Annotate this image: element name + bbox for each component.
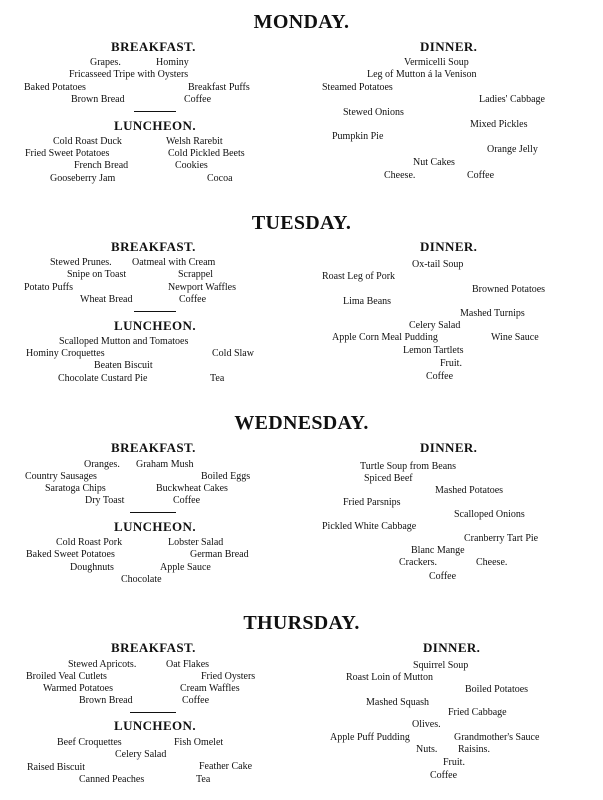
menu-item: Tea: [210, 373, 225, 384]
menu-item: Dry Toast: [85, 495, 125, 506]
menu-item: Lemon Tartlets: [403, 345, 464, 356]
menu-item: Buckwheat Cakes: [156, 483, 228, 494]
menu-item: Doughnuts: [70, 562, 114, 573]
menu-item: Chocolate Custard Pie: [58, 373, 148, 384]
menu-item: Stewed Onions: [343, 107, 404, 118]
menu-item: Brown Bread: [71, 94, 125, 105]
menu-item: Coffee: [173, 495, 201, 506]
menu-item: Cold Pickled Beets: [168, 148, 245, 159]
separator-rule: [134, 111, 176, 112]
menu-item: Fruit.: [440, 358, 462, 369]
menu-item: Cream Waffles: [180, 683, 240, 694]
menu-item: Boiled Potatoes: [465, 684, 529, 695]
menu-item: Mixed Pickles: [470, 119, 528, 130]
breakfast-heading: BREAKFAST.: [111, 39, 196, 54]
menu-item: Crackers.: [399, 557, 438, 568]
menu-item: Cheese.: [384, 170, 416, 181]
menu-item: Cocoa: [207, 173, 233, 184]
menu-item: Nut Cakes: [413, 157, 455, 168]
menu-item: Brown Bread: [79, 695, 133, 706]
menu-item: Chocolate: [121, 574, 162, 585]
menu-item: Coffee: [184, 94, 212, 105]
menu-item: German Bread: [190, 549, 249, 560]
menu-item: Hominy: [156, 57, 189, 68]
menu-item: Coffee: [179, 294, 207, 305]
menu-item: Fried Parsnips: [343, 497, 401, 508]
menu-item: Fruit.: [443, 757, 465, 768]
menu-item: Pickled White Cabbage: [322, 521, 417, 532]
menu-item: Pumpkin Pie: [332, 131, 384, 142]
menu-item: Saratoga Chips: [45, 483, 106, 494]
menu-item: Coffee: [182, 695, 210, 706]
menu-item: Olives.: [412, 719, 441, 730]
menu-item: Roast Loin of Mutton: [346, 672, 433, 683]
menu-item: Fricasseed Tripe with Oysters: [69, 69, 189, 80]
menu-item: Raised Biscuit: [27, 762, 86, 773]
menu-item: Graham Mush: [136, 459, 194, 470]
menu-item: Scalloped Onions: [454, 509, 525, 520]
dinner-heading: DINNER.: [420, 239, 478, 254]
menu-item: Cold Slaw: [212, 348, 254, 359]
menu-item: Welsh Rarebit: [166, 136, 223, 147]
menu-item: Grapes.: [90, 57, 121, 68]
menu-item: Baked Potatoes: [24, 82, 86, 93]
breakfast-heading: BREAKFAST.: [111, 640, 196, 655]
menu-item: Cold Roast Duck: [53, 136, 122, 147]
menu-item: Broiled Veal Cutlets: [26, 671, 107, 682]
luncheon-heading: LUNCHEON.: [114, 718, 196, 733]
menu-item: Mashed Squash: [366, 697, 430, 708]
day-title: MONDAY.: [253, 11, 350, 33]
menu-item: Tea: [196, 774, 211, 785]
menu-item: Ox-tail Soup: [412, 259, 464, 270]
menu-item: Fish Omelet: [174, 737, 224, 748]
menu-item: Potato Puffs: [24, 282, 73, 293]
menu-item: Lobster Salad: [168, 537, 224, 548]
menu-item: Country Sausages: [25, 471, 97, 482]
menu-item: Warmed Potatoes: [43, 683, 114, 694]
day-title: THURSDAY.: [243, 612, 360, 634]
luncheon-heading: LUNCHEON.: [114, 118, 196, 133]
menu-item: Browned Potatoes: [472, 284, 546, 295]
menu-item: Snipe on Toast: [67, 269, 127, 280]
menu-item: Mashed Turnips: [460, 308, 525, 319]
day-title: WEDNESDAY.: [234, 412, 369, 434]
menu-item: Apple Puff Pudding: [330, 732, 410, 743]
menu-item: Stewed Apricots.: [68, 659, 137, 670]
menu-item: Beaten Biscuit: [94, 360, 153, 371]
menu-item: Beef Croquettes: [57, 737, 122, 748]
menu-item: Leg of Mutton á la Venison: [367, 69, 477, 80]
menu-item: Fried Oysters: [201, 671, 256, 682]
menu-item: Wheat Bread: [80, 294, 133, 305]
separator-rule: [130, 512, 176, 513]
menu-item: Newport Waffles: [168, 282, 236, 293]
breakfast-heading: BREAKFAST.: [111, 440, 196, 455]
menu-item: Coffee: [467, 170, 495, 181]
luncheon-heading: LUNCHEON.: [114, 318, 196, 333]
menu-item: Mashed Potatoes: [435, 485, 504, 496]
menu-item: Hominy Croquettes: [26, 348, 105, 359]
menu-item: Gooseberry Jam: [50, 173, 116, 184]
breakfast-heading: BREAKFAST.: [111, 239, 196, 254]
menu-item: Coffee: [429, 571, 457, 582]
menu-item: Squirrel Soup: [413, 660, 469, 671]
menu-item: Boiled Eggs: [201, 471, 251, 482]
menu-item: Cold Roast Pork: [56, 537, 123, 548]
separator-rule: [130, 712, 176, 713]
menu-item: Celery Salad: [115, 749, 167, 760]
menu-item: Apple Corn Meal Pudding: [332, 332, 438, 343]
menu-item: Cookies: [175, 160, 208, 171]
menu-item: Fried Cabbage: [448, 707, 507, 718]
menu-item: Nuts.: [416, 744, 438, 755]
menu-item: Blanc Mange: [411, 545, 465, 556]
menu-item: Oranges.: [84, 459, 120, 470]
luncheon-heading: LUNCHEON.: [114, 519, 196, 534]
menu-item: Oatmeal with Cream: [132, 257, 216, 268]
menu-item: Breakfast Puffs: [188, 82, 250, 93]
menu-item: Turtle Soup from Beans: [360, 461, 457, 472]
menu-item: Scalloped Mutton and Tomatoes: [59, 336, 189, 347]
dinner-heading: DINNER.: [420, 39, 478, 54]
menu-item: Cranberry Tart Pie: [464, 533, 539, 544]
menu-item: Wine Sauce: [491, 332, 539, 343]
menu-item: Stewed Prunes.: [50, 257, 112, 268]
menu-item: Coffee: [426, 371, 454, 382]
menu-item: Grandmother's Sauce: [454, 732, 540, 743]
menu-item: Vermicelli Soup: [404, 57, 469, 68]
dinner-heading: DINNER.: [423, 640, 481, 655]
menu-item: Roast Leg of Pork: [322, 271, 396, 282]
menu-item: Orange Jelly: [487, 144, 538, 155]
menu-item: Lima Beans: [343, 296, 392, 307]
dinner-heading: DINNER.: [420, 440, 478, 455]
menu-item: Apple Sauce: [160, 562, 211, 573]
menu-item: Celery Salad: [409, 320, 461, 331]
menu-item: Oat Flakes: [166, 659, 210, 670]
menu-item: Cheese.: [476, 557, 508, 568]
menu-item: Steamed Potatoes: [322, 82, 393, 93]
menu-item: Baked Sweet Potatoes: [26, 549, 115, 560]
menu-item: Spiced Beef: [364, 473, 413, 484]
menu-item: Scrappel: [178, 269, 213, 280]
menu-item: French Bread: [74, 160, 129, 171]
menu-item: Canned Peaches: [79, 774, 145, 785]
menu-item: Raisins.: [458, 744, 490, 755]
separator-rule: [134, 311, 176, 312]
menu-item: Feather Cake: [199, 761, 253, 772]
day-title: TUESDAY.: [251, 212, 352, 234]
menu-item: Coffee: [430, 770, 458, 781]
menu-item: Ladies' Cabbage: [479, 94, 545, 105]
menu-item: Fried Sweet Potatoes: [25, 148, 110, 159]
